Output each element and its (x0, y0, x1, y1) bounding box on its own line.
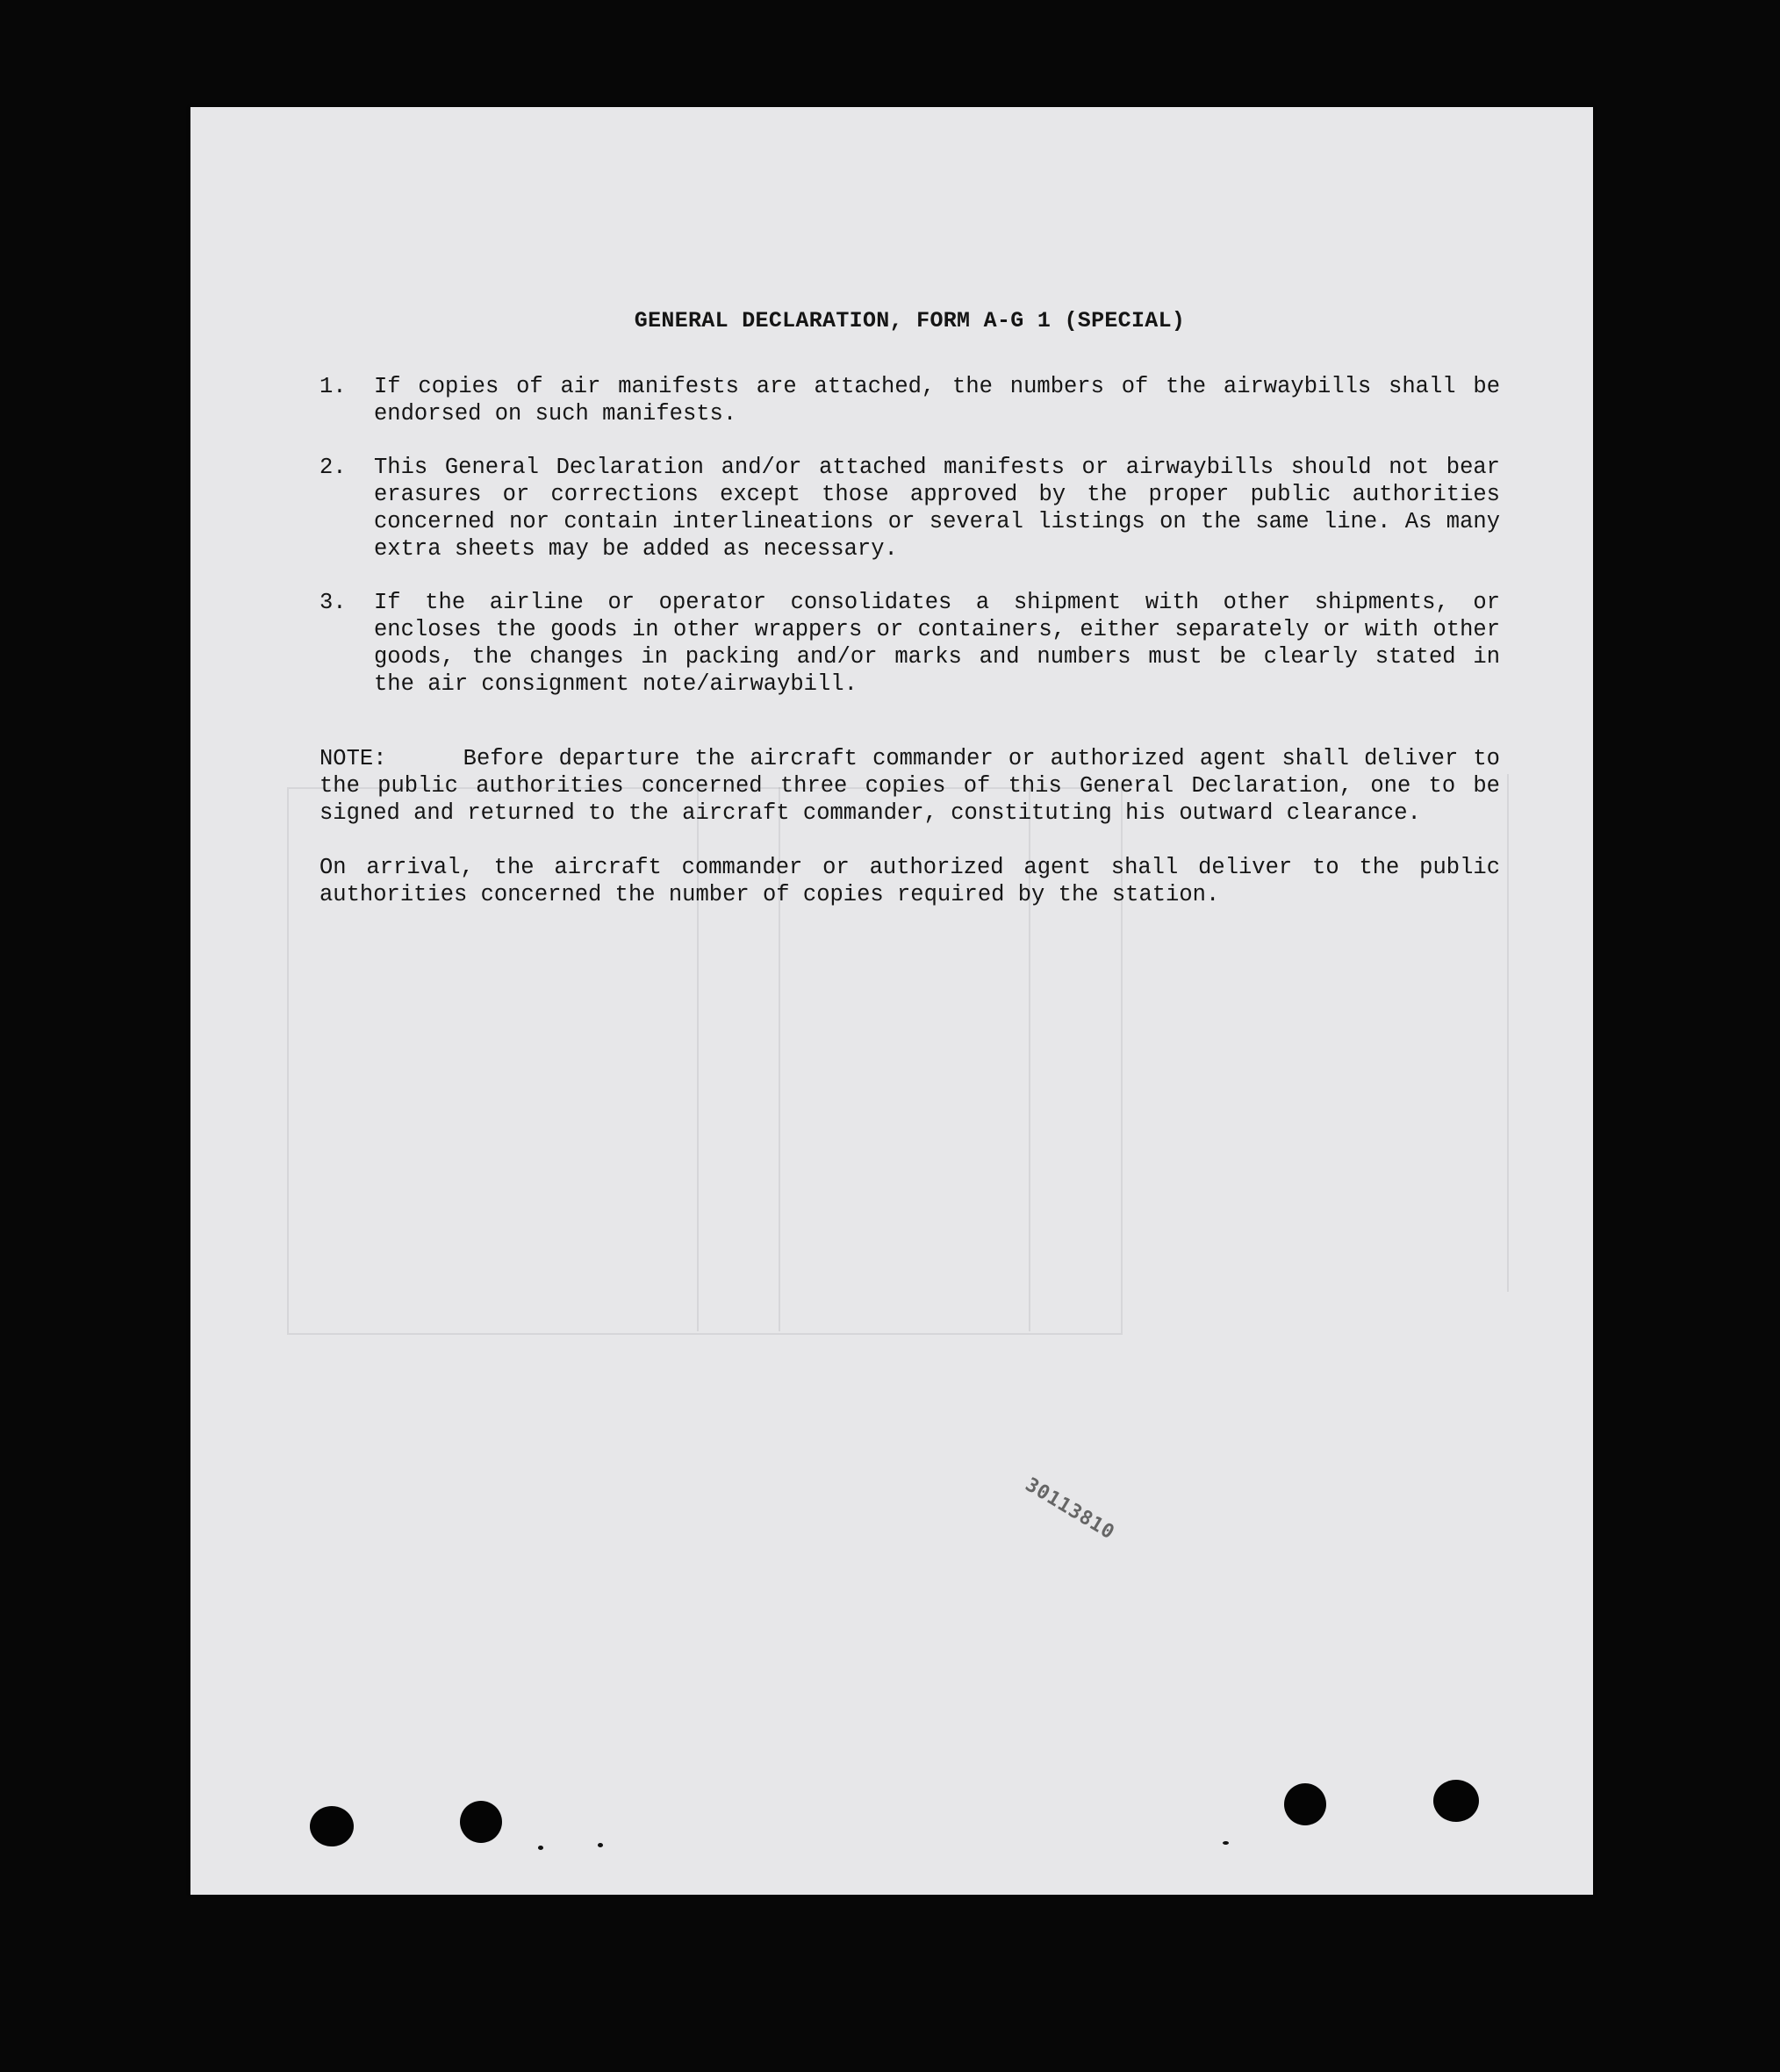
item-text: If the airline or operator consolidates a shipment with other shipments, or encloses the goods in other wrappers or containers, either separately or with other goods, the changes in packing and/or marks and numbers must be clearly stated in the air consignment note/airwaybill. (374, 590, 1500, 697)
punch-hole-icon (460, 1801, 502, 1843)
item-number: 1. (319, 374, 347, 399)
number-stamp: 30113810 (1021, 1473, 1119, 1545)
item-number: 3. (319, 590, 347, 615)
punch-hole-icon (1433, 1780, 1479, 1822)
document-page (190, 107, 1593, 1895)
list-item (319, 589, 1500, 698)
list-item (319, 454, 1500, 563)
speck (1223, 1841, 1229, 1845)
document-title: GENERAL DECLARATION, FORM A-G 1 (SPECIAL) (634, 308, 1186, 333)
punch-hole-icon (310, 1806, 354, 1846)
speck (538, 1846, 543, 1850)
note-text: Before departure the aircraft commander or authorized agent shall deliver to the public authorities concerned three copies of this General Declaration, one to be signed and returned to the aircraft commander, constituting his outward clearance. (319, 746, 1500, 826)
note-paragraph (319, 745, 1500, 827)
arrival-paragraph: On arrival, the aircraft commander or authorized agent shall deliver to the public authorities concerned the number of copies required by the station. (319, 855, 1500, 907)
speck (598, 1843, 603, 1847)
note-label: NOTE: (319, 746, 387, 771)
punch-hole-icon (1284, 1783, 1326, 1825)
item-text: This General Declaration and/or attached manifests or airwaybills should not bear erasures or corrections except those approved by the proper public authorities concerned nor contain interlineations or several listings on the same line. As many extra sheets may be added as necessary. (374, 455, 1500, 562)
show-through-rule (1507, 774, 1509, 1292)
item-text: If copies of air manifests are attached, the numbers of the airwaybills shall be endorsed on such manifests. (374, 374, 1500, 427)
list-item (319, 373, 1500, 427)
document-body (319, 307, 1500, 908)
item-number: 2. (319, 455, 347, 480)
